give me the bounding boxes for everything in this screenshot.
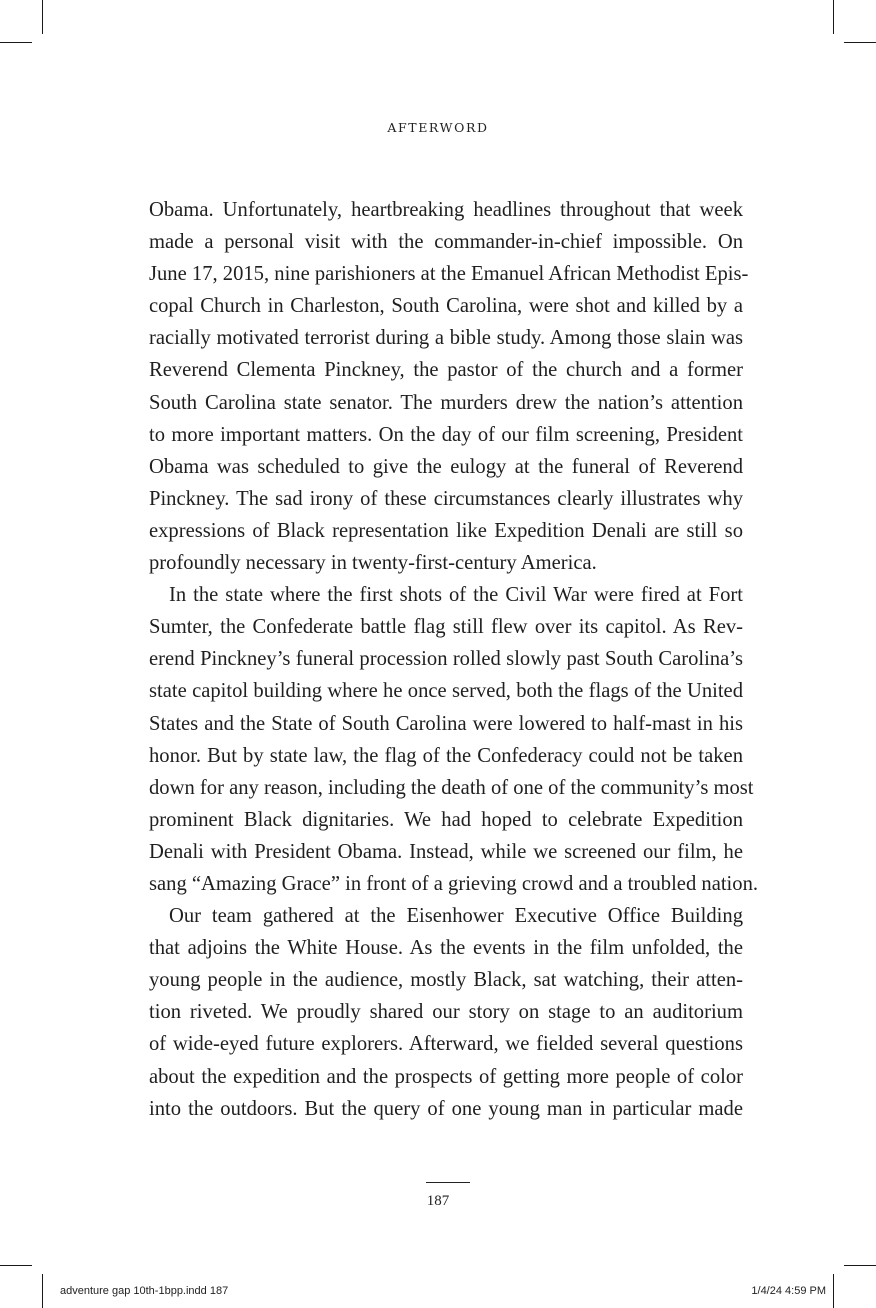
text-line: profoundly necessary in twenty-first-century America. <box>149 552 597 575</box>
text-line: of wide-eyed future explorers. Afterward, we fielded several questions <box>149 1033 743 1056</box>
text-line: state capitol building where he once served, both the flags of the United <box>149 680 743 703</box>
crop-mark-bottom-right-horizontal <box>844 1265 876 1266</box>
text-line: Sumter, the Confederate battle flag still flew over its capitol. As Rev- <box>149 616 743 639</box>
text-line: prominent Black dignitaries. We had hoped to celebrate Expedition <box>149 808 743 831</box>
crop-mark-bottom-left-vertical <box>42 1274 43 1308</box>
text-line: Reverend Clementa Pinckney, the pastor of the church and a former <box>149 359 743 382</box>
text-line: tion riveted. We proudly shared our story on stage to an auditorium <box>149 1001 743 1024</box>
text-line: Obama. Unfortunately, heartbreaking headlines throughout that week <box>149 199 743 221</box>
folio-rule <box>426 1182 470 1183</box>
body-text <box>149 194 759 1125</box>
text-line: Obama was scheduled to give the eulogy at the funeral of Reverend <box>149 455 743 478</box>
text-line: copal Church in Charleston, South Carolina, were shot and killed by a <box>149 295 743 318</box>
crop-mark-bottom-right-vertical <box>833 1274 834 1308</box>
text-line: sang “Amazing Grace” in front of a grieving crowd and a troubled nation. <box>149 872 759 895</box>
text-line: into the outdoors. But the query of one young man in particular made <box>149 1097 743 1120</box>
crop-mark-bottom-left-horizontal <box>0 1265 32 1266</box>
text-line: Our team gathered at the Eisenhower Executive Office Building <box>169 905 743 928</box>
crop-mark-top-left-vertical <box>42 0 43 34</box>
text-line: Pinckney. The sad irony of these circumstances clearly illustrates why <box>149 487 743 510</box>
text-line: young people in the audience, mostly Black, sat watching, their atten- <box>149 969 743 992</box>
text-line: June 17, 2015, nine parishioners at the Emanuel African Methodist Epis- <box>149 263 749 286</box>
text-line: to more important matters. On the day of our film screening, President <box>149 423 743 446</box>
slug-file-info: adventure gap 10th-1bpp.indd 187 <box>60 1285 229 1297</box>
text-line: erend Pinckney’s funeral procession rolled slowly past South Carolina’s <box>149 648 743 671</box>
text-line: In the state where the first shots of the Civil War were fired at Fort <box>169 584 743 607</box>
text-line: South Carolina state senator. The murders drew the nation’s attention <box>149 391 743 414</box>
text-line: honor. But by state law, the flag of the Confederacy could not be taken <box>149 744 743 767</box>
text-line: Denali with President Obama. Instead, while we screened our film, he <box>149 840 743 863</box>
text-line: down for any reason, including the death of one of the community’s most <box>149 776 754 799</box>
text-line: expressions of Black representation like Expedition Denali are still so <box>149 519 743 542</box>
text-line: that adjoins the White House. As the events in the film unfolded, the <box>149 937 743 960</box>
text-line: States and the State of South Carolina were lowered to half-mast in his <box>149 712 743 735</box>
crop-mark-top-right-vertical <box>833 0 834 34</box>
text-line: made a personal visit with the commander-in-chief impossible. On <box>149 231 743 254</box>
text-line: about the expedition and the prospects of getting more people of color <box>149 1065 743 1088</box>
running-head: AFTERWORD <box>387 120 489 135</box>
page-number: 187 <box>426 1193 450 1209</box>
crop-mark-top-right-horizontal <box>844 42 876 43</box>
slug-date-time: 1/4/24 4:59 PM <box>751 1285 826 1297</box>
crop-mark-top-left-horizontal <box>0 42 32 43</box>
text-line: racially motivated terrorist during a bible study. Among those slain was <box>149 327 743 350</box>
